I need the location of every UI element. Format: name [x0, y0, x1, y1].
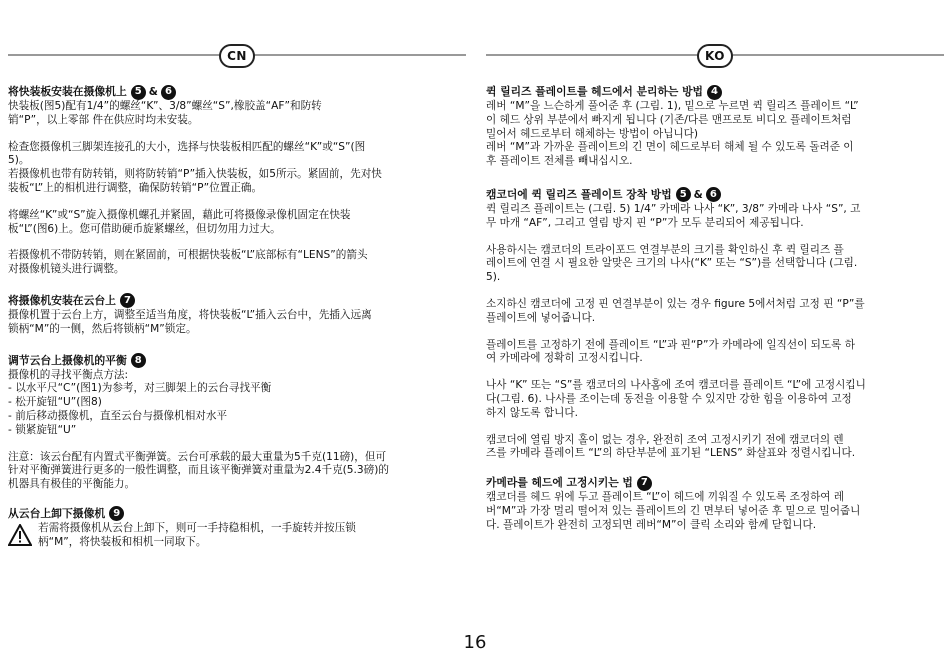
paragraph: 플레이트를 고정하기 전에 플레이트 “L”과 핀“P”가 카메라에 일직선이 되도록 하 여 카메라에 정확히 고정시킵니다. — [486, 338, 855, 365]
figure-number-badge: 9 — [109, 506, 124, 521]
ko-header-rule — [486, 40, 944, 72]
cn-section-mount-plate — [8, 84, 466, 277]
figure-number-badge: 5 — [131, 85, 146, 100]
paragraph: 캠코더를 헤드 위에 두고 플레이트 “L”이 헤드에 끼워질 수 있도록 조정하여 레 버“M”과 가장 멀리 떨어져 있는 플레이트의 긴 면부터 넣어준 후 밑으로 밀어줍니 다. 플레이트가 완전히 고정되면 레버“M”이 클릭 소리와 함께 닫힙니다. — [486, 491, 861, 531]
paragraph: 若摄像机不带防转销，则在紧固前，可根据快装板“L”底部标有“LENS”的箭头 对摄像机镜头进行调整。 — [8, 249, 368, 276]
heading-text: 카메라를 헤드에 고정시키는 법 — [486, 476, 633, 490]
paragraph: 摄像机的寻找平衡点方法: - 以水平尺“C”(图1)为参考，对三脚架上的云台寻找平衡 - 松开旋钮“U”(图8) - 前后移动摄像机，直至云台与摄像机相对水平 - 锁紧旋钮“U” — [8, 368, 272, 436]
paragraph: 퀵 릴리즈 플레이트는 (그림. 5) 1/4” 카메라 나사 “K”, 3/8” 카메라 나사 “S”, 고 무 마개 “AF”, 그리고 열림 방지 핀 “P”가 모두 분리되어 제공됩니다. — [486, 202, 861, 229]
page-number: 16 — [463, 632, 487, 653]
section-heading — [8, 84, 466, 100]
section-heading — [486, 84, 944, 100]
warning-note — [8, 522, 466, 550]
paragraph: 将螺丝“K”或“S”旋入摄像机螺孔并紧固，藉此可将摄像录像机固定在快装 板“L”(图6)上。您可借助硬币旋紧螺丝，但切勿用力过大。 — [8, 208, 351, 235]
heading-text: 캠코더에 퀵 릴리즈 플레이트 장착 방법 — [486, 187, 672, 201]
section-heading — [8, 293, 466, 309]
heading-text: 将摄像机安装在云台上 — [8, 293, 116, 307]
section-heading — [486, 475, 944, 491]
figure-number-badge: 5 — [676, 187, 691, 202]
paragraph: 나사 “K” 또는 “S”를 캠코더의 나사홈에 조여 캠코더를 플레이트 “L”에 고정시킵니 다(그림. 6). 나사를 조이는데 동전을 이용할 수 있지만 강한 힘을 이용하여 고정 하지 않도록 합니다. — [486, 379, 866, 419]
ko-column — [486, 40, 944, 541]
ko-section-mount-head — [486, 475, 944, 532]
paragraph: 注意：该云台配有内置式平衡弹簧。云台可承载的最大重量为5千克(11磅)，但可 针对平衡弹簧进行更多的一般性调整，而且该平衡弹簧对重量为2.4千克(5.3磅)的 机器具有极佳的平衡能力。 — [8, 450, 389, 491]
cn-section-remove — [8, 506, 466, 550]
heading-text: 从云台上卸下摄像机 — [8, 506, 106, 520]
cn-section-balance — [8, 353, 466, 492]
heading-text: 调节云台上摄像机的平衡 — [8, 353, 127, 367]
paragraph: 소지하신 캠코더에 고정 핀 연결부분이 있는 경우 figure 5에서처럼 고정 핀 “P”를 플레이트에 넣어줍니다. — [486, 297, 865, 324]
paragraph: 若需将摄像机从云台上卸下，则可一手持稳相机，一手旋转并按压锁 柄“M”，将快装板和相机一同取下。 — [38, 521, 356, 548]
ko-section-mount-plate — [486, 187, 944, 461]
figure-number-badge: 8 — [131, 353, 146, 368]
section-heading — [8, 506, 466, 522]
heading-text: 퀵 릴리즈 플레이트를 헤드에서 분리하는 방법 — [486, 85, 703, 98]
warning-icon — [8, 524, 32, 546]
figure-number-badge: 7 — [637, 476, 652, 491]
ampersand: & — [148, 86, 158, 98]
paragraph: 快装板(图5)配有1/4”的螺丝“K”、3/8”螺丝“S”,橡胶盖“AF”和防转 销“P”，以上零部 件在供应时均未安装。 — [8, 100, 322, 126]
paragraph: 레버 “M”을 느슨하게 풀어준 후 (그림. 1), 밑으로 누르면 퀵 릴리즈 플레이트 “L” 이 헤드 상위 부분에서 빠지게 됩니다 (기존/다른 맨프로토 비디오 플레이트처럼 밀어서 헤드로부터 해체하는 방법이 아닙니다) 레버 “M”과 가까운 플레이트의 긴 면이 헤드로부터 해체 될 수 있도록 돌려준 이 후 플레이트 전체를 빼내십시오. — [486, 100, 859, 168]
figure-number-badge: 4 — [707, 85, 722, 100]
heading-text: 将快装板安装在摄像机上 — [8, 85, 127, 98]
section-heading — [8, 353, 466, 369]
ko-section-remove-plate — [486, 84, 944, 169]
language-badge-ko: KO — [697, 44, 733, 68]
figure-number-badge: 7 — [120, 293, 135, 308]
cn-section-mount-head — [8, 293, 466, 337]
figure-number-badge: 6 — [706, 187, 721, 202]
cn-header-rule — [8, 40, 466, 72]
paragraph: 캠코더에 열림 방지 홀이 없는 경우, 완전히 조여 고정시키기 전에 캠코더의 렌 즈를 카메라 플레이트 “L”의 하단부분에 표기된 “LENS” 화살표와 정렬시킵니다. — [486, 433, 856, 460]
cn-column — [8, 40, 466, 558]
figure-number-badge: 6 — [161, 85, 176, 100]
language-badge-cn: CN — [219, 44, 255, 68]
section-heading — [486, 187, 944, 203]
paragraph: 检查您摄像机三脚架连接孔的大小，选择与快装板相匹配的螺丝“K”或“S”(图 5)。 若摄像机也带有防转销，则将防转销“P”插入快装板，如5所示。紧固前，先对快 装板“L”上的相机进行调整，确保防转销“P”位置正确。 — [8, 140, 382, 194]
paragraph: 사용하시는 캠코더의 트라이포드 연결부분의 크기를 확인하신 후 퀵 릴리즈 플 레이트에 연결 시 필요한 알맞은 크기의 나사(“K” 또는 “S”)를 선택합니다 (그림. 5). — [486, 243, 858, 284]
ampersand: & — [693, 188, 703, 201]
paragraph: 摄像机置于云台上方，调整至适当角度，将快装板“L”插入云台中，先插入远离 锁柄“M”的一侧，然后将锁柄“M”锁定。 — [8, 308, 372, 335]
